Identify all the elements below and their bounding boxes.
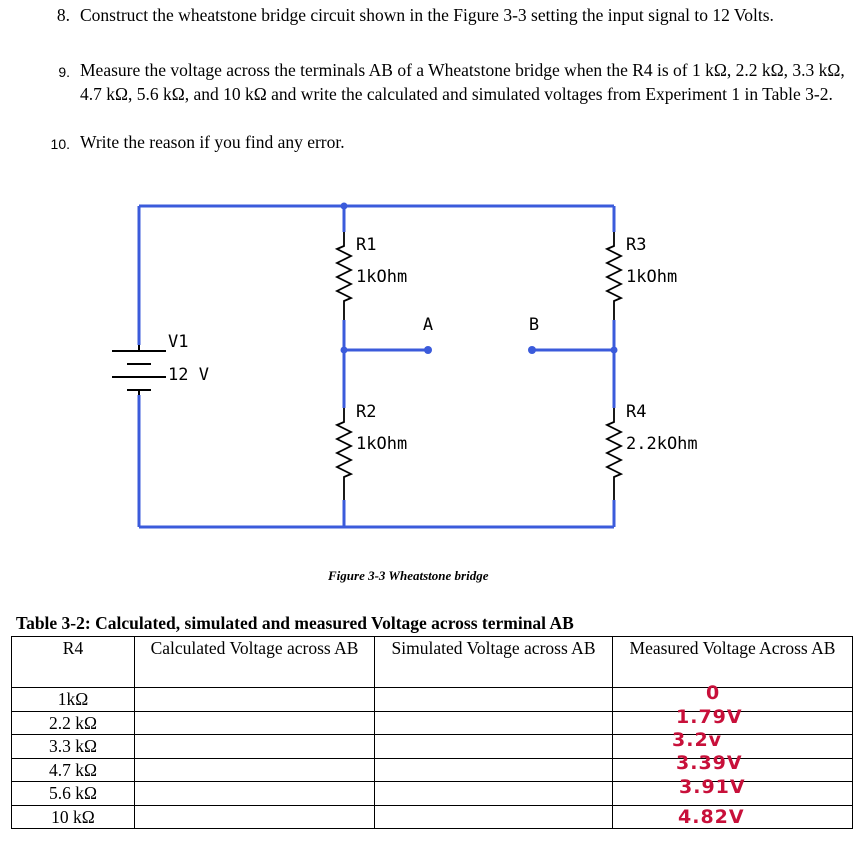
- calculated-cell: [135, 805, 375, 829]
- r1-value-label: 1kOhm: [356, 267, 408, 287]
- r4-cell: 4.7 kΩ: [12, 758, 135, 782]
- r4-cell: 5.6 kΩ: [12, 782, 135, 806]
- calculated-cell: [135, 735, 375, 759]
- simulated-cell: [375, 711, 613, 735]
- r2-symbol: [337, 408, 351, 500]
- header-cell: R4: [12, 637, 135, 688]
- junction-dot: [341, 203, 348, 210]
- handwritten-measured-value: 4.82V: [678, 806, 745, 828]
- r4-cell: 3.3 kΩ: [12, 735, 135, 759]
- simulated-cell: [375, 782, 613, 806]
- item-text: Measure the voltage across the terminals AB of a Wheatstone bridge when the R4 is of 1 kΩ, 2.2 kΩ, 3.3 kΩ, 4.7 kΩ, 5.6 kΩ, and 10 kΩ and write the calculated and simulated voltages from Experiment 1 in Table 3-2.: [80, 60, 845, 104]
- table-header-row: [12, 637, 853, 688]
- header-cell: Simulated Voltage across AB: [375, 637, 613, 688]
- header-cell: Measured Voltage Across AB: [613, 637, 853, 688]
- r3-value-label: 1kOhm: [626, 267, 678, 287]
- r4-value-label: 2.2kOhm: [626, 434, 698, 454]
- simulated-cell: [375, 805, 613, 829]
- item-number: 10.: [50, 136, 70, 152]
- r4-name-label: R4: [626, 402, 647, 422]
- terminal-b-dot: [528, 346, 536, 354]
- r1-name-label: R1: [356, 235, 377, 255]
- junction-dot: [611, 347, 618, 354]
- junction-dot: [341, 347, 348, 354]
- r4-cell: 1kΩ: [12, 688, 135, 712]
- wires: [139, 206, 614, 527]
- calculated-cell: [135, 688, 375, 712]
- item-text: Construct the wheatstone bridge circuit shown in the Figure 3-3 setting the input signal to 12 Volts.: [80, 5, 774, 25]
- simulated-cell: [375, 758, 613, 782]
- handwritten-measured-value: 3.91V: [679, 776, 746, 798]
- r2-name-label: R2: [356, 402, 377, 422]
- r4-cell: 2.2 kΩ: [12, 711, 135, 735]
- item-text: Write the reason if you find any error.: [80, 132, 345, 152]
- simulated-cell: [375, 688, 613, 712]
- battery-symbol: [112, 345, 166, 395]
- handwritten-measured-value: 3.2v: [672, 729, 723, 751]
- terminal-b-label: B: [528, 315, 540, 335]
- item-number: 8.: [56, 5, 70, 25]
- r4-symbol: [607, 408, 621, 500]
- r4-cell: 10 kΩ: [12, 805, 135, 829]
- r3-name-label: R3: [626, 235, 647, 255]
- source-value-label: 12 V: [168, 365, 209, 385]
- handwritten-measured-value: 0: [706, 682, 721, 704]
- r1-symbol: [337, 232, 351, 320]
- terminal-a-dot: [424, 346, 432, 354]
- simulated-cell: [375, 735, 613, 759]
- calculated-cell: [135, 711, 375, 735]
- terminal-a-label: A: [422, 315, 434, 335]
- table-title: Table 3-2: Calculated, simulated and measured Voltage across terminal AB: [16, 613, 574, 633]
- figure-caption: Figure 3-3 Wheatstone bridge: [328, 568, 489, 583]
- r3-symbol: [607, 232, 621, 320]
- calculated-cell: [135, 758, 375, 782]
- voltage-table: [11, 636, 853, 829]
- item-number: 9.: [58, 64, 70, 80]
- handwritten-measured-value: 3.39V: [676, 752, 743, 774]
- r2-value-label: 1kOhm: [356, 434, 408, 454]
- header-cell: Calculated Voltage across AB: [135, 637, 375, 688]
- source-name-label: V1: [168, 332, 189, 352]
- handwritten-measured-value: 1.79V: [676, 706, 743, 728]
- calculated-cell: [135, 782, 375, 806]
